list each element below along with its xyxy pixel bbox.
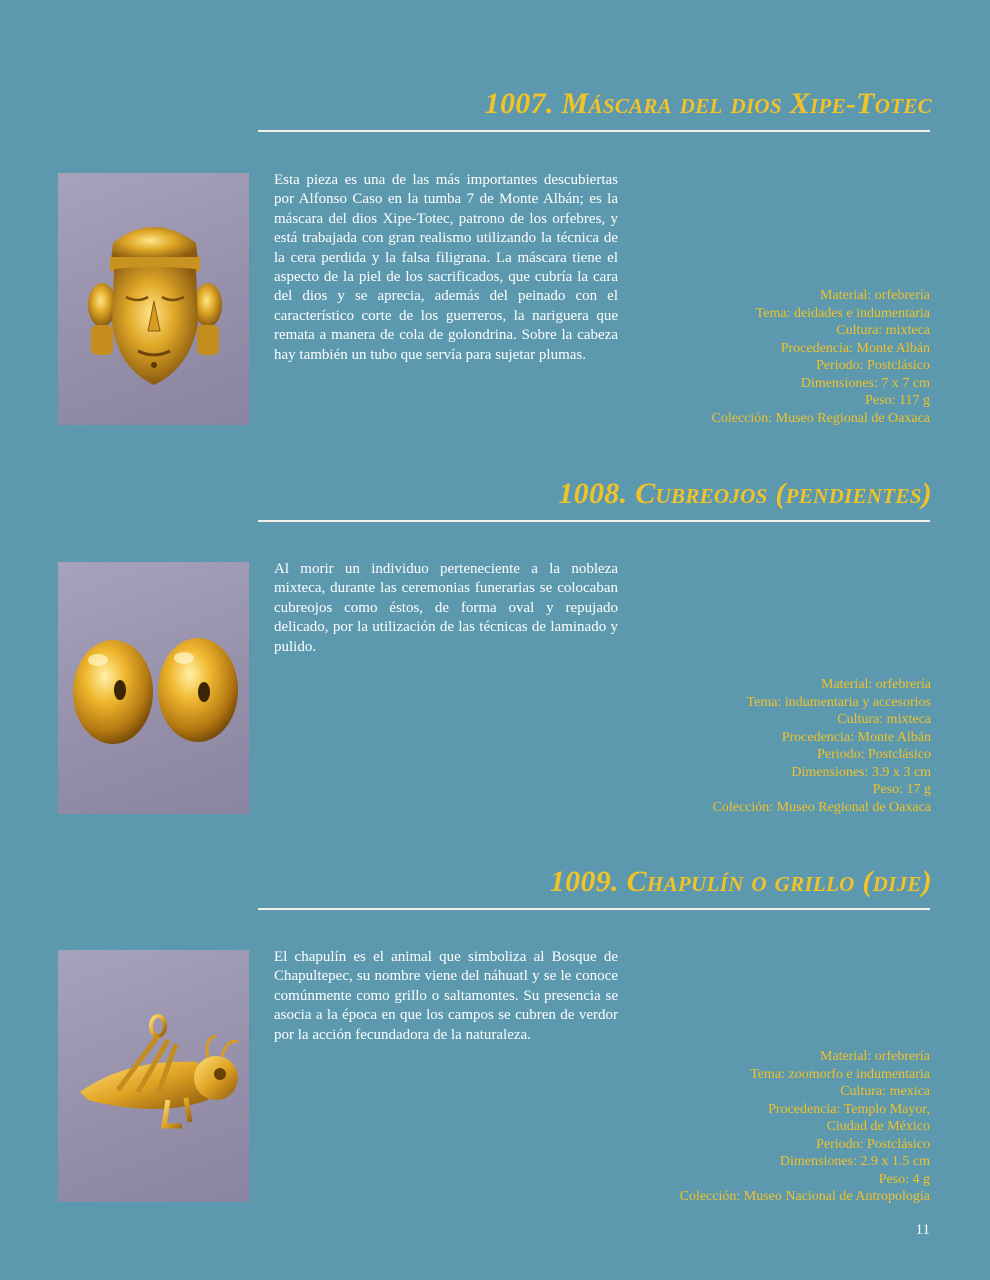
title-divider (258, 908, 930, 910)
spec-tema: Tema: zoomorfo e indumentaria (750, 1066, 930, 1082)
spec-tema: Tema: deidades e indumentaria (755, 305, 930, 321)
page-number: 11 (915, 1222, 930, 1238)
entry-description: Al morir un individuo perteneciente a la nobleza mixteca, durante las ceremonias funerarias se colocaban cubreojos como éstos, de forma oval y repujado delicado, por la utilización de las técnicas de laminado y pulido. (274, 561, 618, 655)
spec-material: Material: orfebrería (820, 288, 930, 303)
spec-material: Material: orfebrería (820, 1049, 930, 1064)
entry-name: Cubreojos (pendientes) (635, 477, 932, 510)
spec-cultura: Cultura: mixteca (837, 712, 931, 727)
spec-procedencia: Procedencia: Templo Mayor, (768, 1101, 930, 1117)
title-divider (258, 130, 930, 132)
gold-mask-photo (58, 173, 249, 425)
entry-name: Chapulín o grillo (dije) (626, 865, 932, 898)
entry-name: Máscara del dios Xipe-Totec (561, 87, 932, 120)
spec-coleccion: Colección: Museo Regional de Oaxaca (712, 799, 931, 815)
spec-periodo: Periodo: Postclásico (816, 358, 930, 373)
entry-number: 1008. (558, 477, 628, 510)
entry-specs (611, 676, 931, 816)
entry-description: El chapulín es el animal que simboliza al Bosque de Chapultepec, su nombre viene del náhuatl y se le conoce comúnmente como grillo o saltamontes. Su presencia se asocia a la época en que los campos se cubren de verdor por la acción fecundadora de la naturaleza. (274, 949, 618, 1043)
spec-periodo: Periodo: Postclásico (817, 747, 931, 762)
spec-tema: Tema: indumentaria y accesorios (746, 694, 931, 710)
spec-periodo: Periodo: Postclásico (816, 1136, 930, 1152)
spec-dimensiones: Dimensiones: 2.9 x 1.5 cm (779, 1154, 930, 1169)
title-divider (258, 520, 930, 522)
entry-specs (610, 287, 930, 427)
spec-procedencia: Procedencia: Monte Albán (781, 729, 931, 745)
spec-procedencia: Procedencia: Monte Albán (780, 340, 930, 356)
spec-dimensiones: Dimensiones: 3.9 x 3 cm (791, 764, 931, 780)
gold-eye-covers-photo (58, 562, 249, 814)
entry-description: Esta pieza es una de las más importantes descubiertas por Alfonso Caso en la tumba 7 de Monte Albán; es la máscara del dios Xipe-Totec, patrono de los orfebres, y está trabajada con gran realismo utilizando la técnica de la cera perdida y la falsa filigrana. La máscara tiene el aspecto de la piel de los sacrificados, que cubría la cara del dios y se aprecia, además del peinado con el característico corte de los guerreros, la nariguera que remata a manera de cola de golondrina. Sobre la cabeza hay también un tubo que servía para sujetar plumas. (274, 172, 618, 363)
spec-peso: Peso: 17 g (872, 782, 931, 797)
entry-number: 1007. (484, 87, 554, 120)
entry-title (550, 864, 932, 900)
spec-coleccion: Colección: Museo Regional de Oaxaca (711, 410, 930, 426)
entry-title (485, 86, 932, 122)
spec-coleccion: Colección: Museo Nacional de Antropología (679, 1189, 930, 1204)
spec-dimensiones: Dimensiones: 7 x 7 cm (800, 375, 930, 391)
spec-peso: Peso: 4 g (878, 1171, 930, 1187)
spec-procedencia-cont: Ciudad de México (826, 1119, 930, 1134)
entry-specs (570, 1048, 930, 1206)
spec-peso: Peso: 117 g (865, 393, 930, 408)
spec-material: Material: orfebrería (821, 677, 931, 692)
entry-number: 1009. (549, 865, 619, 898)
spec-cultura: Cultura: mixteca (836, 323, 930, 338)
spec-cultura: Cultura: mexica (840, 1084, 930, 1099)
gold-grasshopper-photo (58, 950, 249, 1202)
entry-title (558, 476, 932, 512)
